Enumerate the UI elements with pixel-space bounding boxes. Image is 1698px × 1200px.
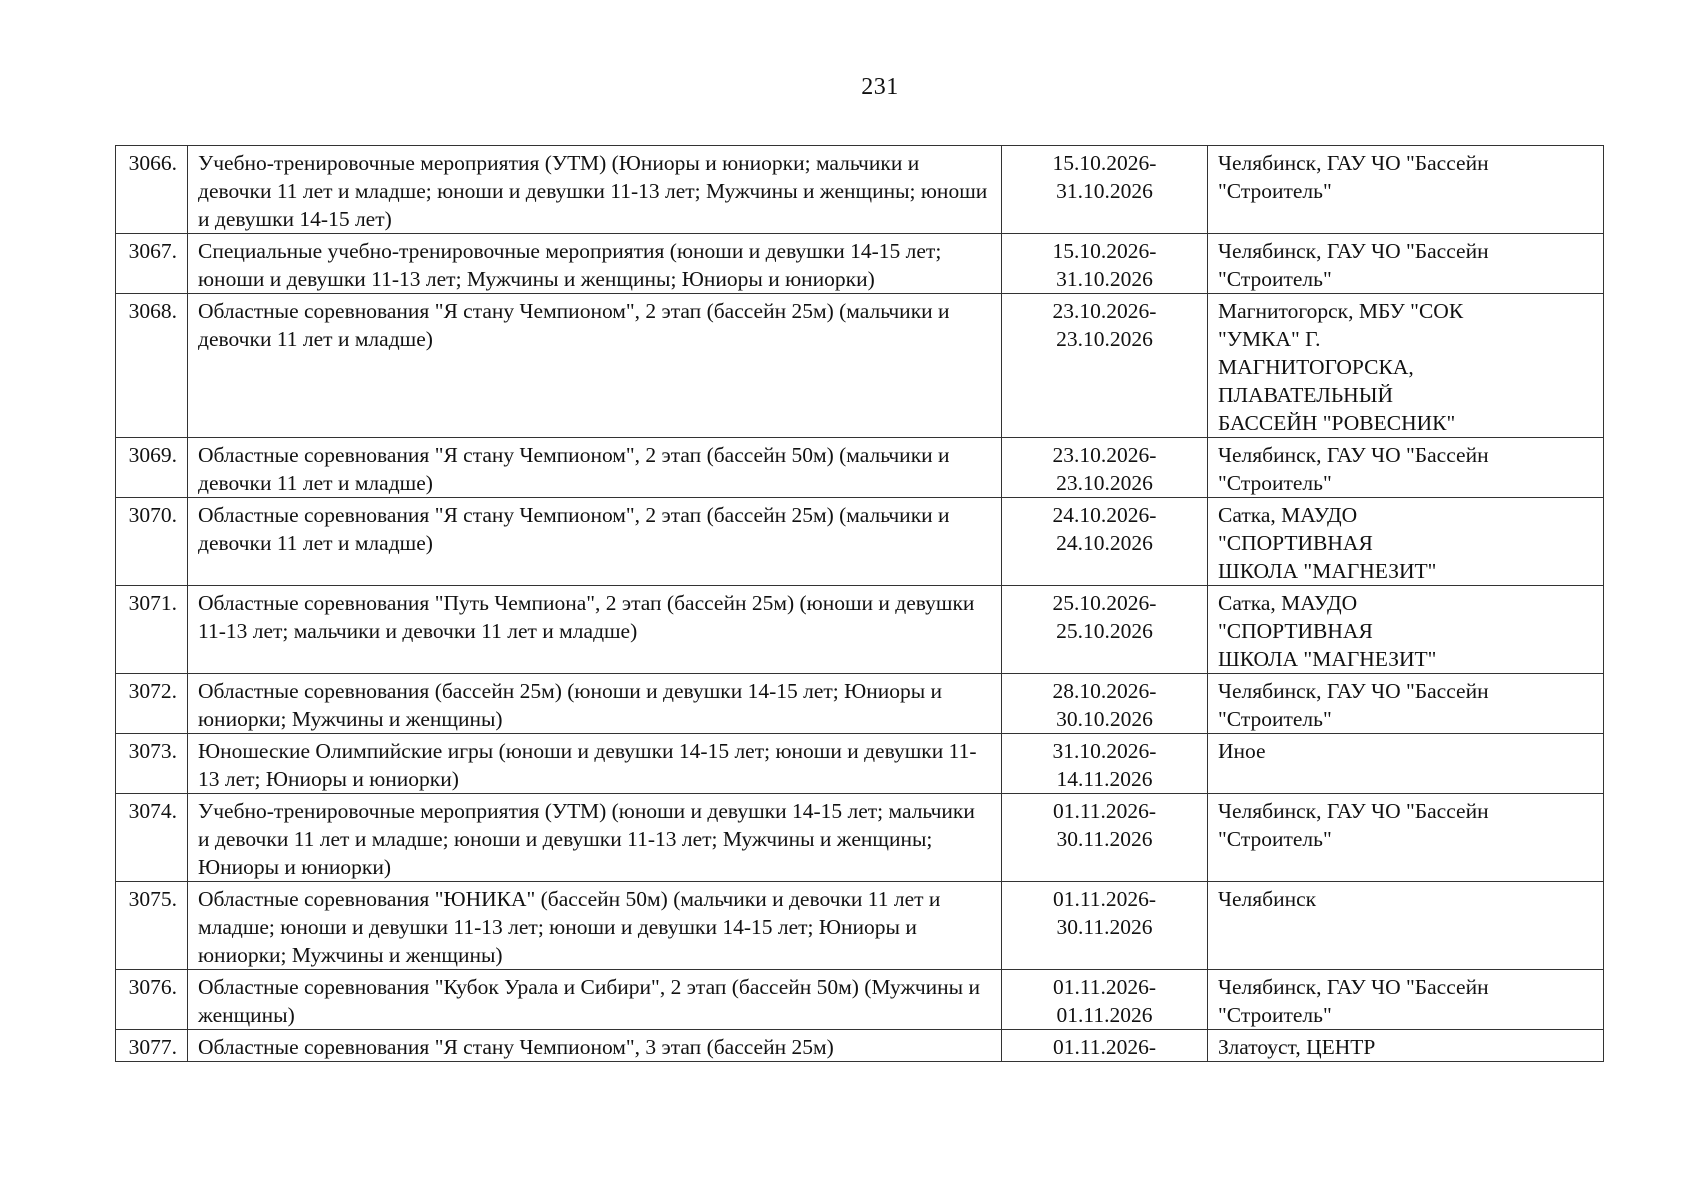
event-place: Сатка, МАУДО "СПОРТИВНАЯ ШКОЛА "МАГНЕЗИТ": [1208, 498, 1604, 586]
event-place: Челябинск: [1208, 882, 1604, 970]
row-number: 3070.: [116, 498, 188, 586]
event-place: Иное: [1208, 734, 1604, 794]
event-dates: 31.10.2026- 14.11.2026: [1002, 734, 1208, 794]
event-name: Областные соревнования "Я стану Чемпионом", 2 этап (бассейн 25м) (мальчики и девочки 11 лет и младше): [188, 498, 1002, 586]
table-row: [116, 794, 1604, 882]
event-name: Учебно-тренировочные мероприятия (УТМ) (юноши и девушки 14-15 лет; мальчики и девочки 11 лет и младше; юноши и девушки 11-13 лет; Мужчины и женщины; Юниоры и юниорки): [188, 794, 1002, 882]
row-number: 3071.: [116, 586, 188, 674]
row-number: 3073.: [116, 734, 188, 794]
event-dates: 25.10.2026- 25.10.2026: [1002, 586, 1208, 674]
event-dates: 23.10.2026- 23.10.2026: [1002, 438, 1208, 498]
event-dates: 01.11.2026- 30.11.2026: [1002, 882, 1208, 970]
table-row: [116, 146, 1604, 234]
event-dates: 28.10.2026- 30.10.2026: [1002, 674, 1208, 734]
row-number: 3068.: [116, 294, 188, 438]
event-name: Областные соревнования "Я стану Чемпионом", 3 этап (бассейн 25м): [188, 1030, 1002, 1062]
table-row: [116, 234, 1604, 294]
event-name: Юношеские Олимпийские игры (юноши и девушки 14-15 лет; юноши и девушки 11-13 лет; Юниоры и юниорки): [188, 734, 1002, 794]
event-name: Областные соревнования "Путь Чемпиона", 2 этап (бассейн 25м) (юноши и девушки 11-13 лет; мальчики и девочки 11 лет и младше): [188, 586, 1002, 674]
event-place: Сатка, МАУДО "СПОРТИВНАЯ ШКОЛА "МАГНЕЗИТ": [1208, 586, 1604, 674]
event-place: Челябинск, ГАУ ЧО "Бассейн "Строитель": [1208, 794, 1604, 882]
event-dates: 23.10.2026- 23.10.2026: [1002, 294, 1208, 438]
event-name: Областные соревнования "Я стану Чемпионом", 2 этап (бассейн 50м) (мальчики и девочки 11 лет и младше): [188, 438, 1002, 498]
row-number: 3075.: [116, 882, 188, 970]
row-number: 3076.: [116, 970, 188, 1030]
page-number: 231: [861, 74, 899, 100]
event-place: Челябинск, ГАУ ЧО "Бассейн "Строитель": [1208, 438, 1604, 498]
row-number: 3067.: [116, 234, 188, 294]
row-number: 3069.: [116, 438, 188, 498]
event-dates: 01.11.2026- 30.11.2026: [1002, 794, 1208, 882]
table-row: [116, 674, 1604, 734]
event-place: Челябинск, ГАУ ЧО "Бассейн "Строитель": [1208, 146, 1604, 234]
table-row: [116, 970, 1604, 1030]
table-row: [116, 586, 1604, 674]
event-place: Челябинск, ГАУ ЧО "Бассейн "Строитель": [1208, 234, 1604, 294]
table-row: [116, 882, 1604, 970]
events-table: [115, 145, 1604, 1062]
event-name: Специальные учебно-тренировочные мероприятия (юноши и девушки 14-15 лет; юноши и девушки 11-13 лет; Мужчины и женщины; Юниоры и юниорки): [188, 234, 1002, 294]
table-row: [116, 498, 1604, 586]
event-name: Учебно-тренировочные мероприятия (УТМ) (Юниоры и юниорки; мальчики и девочки 11 лет и младше; юноши и девушки 11-13 лет; Мужчины и женщины; юноши и девушки 14-15 лет): [188, 146, 1002, 234]
event-dates: 01.11.2026- 01.11.2026: [1002, 970, 1208, 1030]
event-name: Областные соревнования "Я стану Чемпионом", 2 этап (бассейн 25м) (мальчики и девочки 11 лет и младше): [188, 294, 1002, 438]
event-name: Областные соревнования "ЮНИКА" (бассейн 50м) (мальчики и девочки 11 лет и младше; юноши и девушки 11-13 лет; юноши и девушки 14-15 лет; Юниоры и юниорки; Мужчины и женщины): [188, 882, 1002, 970]
event-place: Челябинск, ГАУ ЧО "Бассейн "Строитель": [1208, 674, 1604, 734]
event-place: Магнитогорск, МБУ "СОК "УМКА" Г. МАГНИТОГОРСКА, ПЛАВАТЕЛЬНЫЙ БАССЕЙН "РОВЕСНИК": [1208, 294, 1604, 438]
table-row: [116, 734, 1604, 794]
row-number: 3066.: [116, 146, 188, 234]
table-row: [116, 294, 1604, 438]
event-place: Челябинск, ГАУ ЧО "Бассейн "Строитель": [1208, 970, 1604, 1030]
row-number: 3074.: [116, 794, 188, 882]
event-dates: 15.10.2026- 31.10.2026: [1002, 234, 1208, 294]
event-name: Областные соревнования (бассейн 25м) (юноши и девушки 14-15 лет; Юниоры и юниорки; Мужчины и женщины): [188, 674, 1002, 734]
table-row: [116, 1030, 1604, 1062]
event-name: Областные соревнования "Кубок Урала и Сибири", 2 этап (бассейн 50м) (Мужчины и женщины): [188, 970, 1002, 1030]
table-row: [116, 438, 1604, 498]
row-number: 3072.: [116, 674, 188, 734]
event-dates: 15.10.2026- 31.10.2026: [1002, 146, 1208, 234]
event-dates: 24.10.2026- 24.10.2026: [1002, 498, 1208, 586]
event-place: Златоуст, ЦЕНТР: [1208, 1030, 1604, 1062]
event-dates: 01.11.2026-: [1002, 1030, 1208, 1062]
row-number: 3077.: [116, 1030, 188, 1062]
